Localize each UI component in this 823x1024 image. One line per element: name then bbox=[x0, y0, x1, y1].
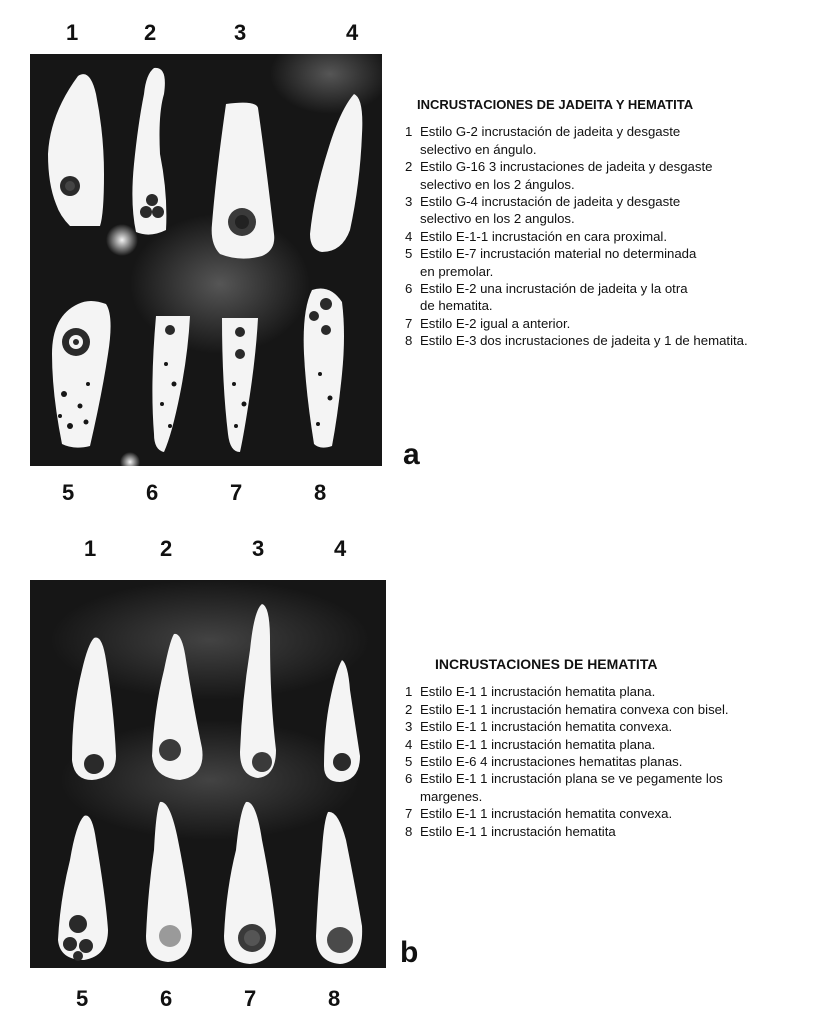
list-item-text: Estilo E-2 igual a anterior. bbox=[420, 315, 571, 331]
list-item-number: 4 bbox=[405, 736, 413, 752]
panel-b-caption bbox=[405, 656, 815, 840]
list-item-number: 8 bbox=[405, 823, 413, 839]
panel-a-teeth-photo bbox=[30, 54, 382, 466]
panel-a-caption bbox=[405, 96, 815, 350]
panel-b-caption-title: INCRUSTACIONES DE HEMATITA bbox=[435, 656, 658, 672]
list-item bbox=[405, 228, 815, 245]
list-item-text: Estilo E-1 1 incrustación hematira convexa con bisel. bbox=[420, 701, 729, 717]
tooth-b5 bbox=[58, 816, 108, 962]
list-item bbox=[405, 123, 815, 158]
list-item-text: Estilo E-7 incrustación material no determinada en premolar. bbox=[420, 246, 697, 279]
tooth-a8 bbox=[304, 289, 344, 448]
list-item bbox=[405, 193, 815, 228]
list-item bbox=[405, 805, 815, 822]
tooth-a2 bbox=[132, 68, 166, 235]
panel-b-bottom-number-7: 7 bbox=[244, 986, 257, 1011]
panel-b-teeth-photo bbox=[30, 580, 386, 968]
panel-b-top-number-2: 2 bbox=[160, 536, 173, 561]
list-item-text: Estilo G-16 3 incrustaciones de jadeita y desgaste selectivo en los 2 ángulos. bbox=[420, 159, 713, 192]
list-item-number: 6 bbox=[405, 281, 413, 297]
list-item bbox=[405, 683, 815, 700]
list-item-text: Estilo G-4 incrustación de jadeita y desgaste selectivo en los 2 angulos. bbox=[420, 194, 681, 227]
list-item-text: Estilo E-1 1 incrustación hematita bbox=[420, 823, 616, 839]
panel-a-bottom-number-7: 7 bbox=[230, 480, 243, 505]
panel-b-top-number-3: 3 bbox=[252, 536, 265, 561]
list-item bbox=[405, 718, 815, 735]
list-item-number: 4 bbox=[405, 228, 413, 244]
list-item-number: 2 bbox=[405, 701, 413, 717]
list-item-text: Estilo E-6 4 incrustaciones hematitas planas. bbox=[420, 754, 683, 770]
list-item-text: Estilo E-2 una incrustación de jadeita y la otra de hematita. bbox=[420, 281, 688, 314]
list-item-number: 1 bbox=[405, 124, 413, 140]
list-item bbox=[405, 770, 815, 805]
panel-b-top-number-4: 4 bbox=[334, 536, 347, 561]
list-item bbox=[405, 701, 815, 718]
list-item-number: 5 bbox=[405, 754, 413, 770]
list-item-text: Estilo E-1 1 incrustación hematita plana. bbox=[420, 736, 656, 752]
list-item-number: 2 bbox=[405, 159, 413, 175]
panel-a-bottom-number-6: 6 bbox=[146, 480, 159, 505]
panel-a-top-number-4: 4 bbox=[346, 20, 359, 45]
list-item-number: 8 bbox=[405, 333, 413, 349]
list-item-text: Estilo E-1-1 incrustación en cara proximal. bbox=[420, 228, 668, 244]
panel-b-top-number-1: 1 bbox=[84, 536, 97, 561]
list-item-number: 3 bbox=[405, 719, 413, 735]
list-item bbox=[405, 736, 815, 753]
tooth-a6 bbox=[152, 316, 190, 452]
list-item-text: Estilo E-1 1 incrustación hematita plana. bbox=[420, 684, 656, 700]
list-item-number: 3 bbox=[405, 194, 413, 210]
panel-a-letter: a bbox=[403, 438, 420, 471]
list-item-number: 7 bbox=[405, 315, 413, 331]
list-item bbox=[405, 753, 815, 770]
list-item-number: 7 bbox=[405, 806, 413, 822]
list-item bbox=[405, 315, 815, 332]
list-item-text: Estilo E-3 dos incrustaciones de jadeita y 1 de hematita. bbox=[420, 333, 748, 349]
panel-b-bottom-number-8: 8 bbox=[328, 986, 341, 1011]
list-item bbox=[405, 823, 815, 840]
list-item bbox=[405, 245, 815, 280]
list-item-text: Estilo E-1 1 incrustación hematita convexa. bbox=[420, 806, 673, 822]
tooth-a3 bbox=[212, 103, 275, 259]
list-item-number: 6 bbox=[405, 771, 413, 787]
tooth-a7 bbox=[222, 318, 258, 452]
panel-a-top-number-2: 2 bbox=[144, 20, 157, 45]
list-item-number: 5 bbox=[405, 246, 413, 262]
tooth-b8 bbox=[316, 812, 362, 964]
panel-b-letter: b bbox=[400, 936, 419, 969]
panel-a-caption-title: INCRUSTACIONES DE JADEITA Y HEMATITA bbox=[417, 97, 694, 112]
panel-a-top-number-1: 1 bbox=[66, 20, 79, 45]
panel-a-bottom-number-5: 5 bbox=[62, 480, 75, 505]
panel-a-bottom-number-8: 8 bbox=[314, 480, 327, 505]
list-item-text: Estilo E-1 1 incrustación hematita convexa. bbox=[420, 719, 673, 735]
list-item-number: 1 bbox=[405, 684, 413, 700]
tooth-a5 bbox=[52, 301, 111, 448]
list-item bbox=[405, 280, 815, 315]
panel-a-caption-list bbox=[405, 123, 815, 349]
panel-b-caption-list bbox=[405, 683, 815, 840]
panel-b-bottom-number-6: 6 bbox=[160, 986, 173, 1011]
tooth-a4 bbox=[310, 94, 362, 252]
list-item bbox=[405, 158, 815, 193]
list-item-text: Estilo G-2 incrustación de jadeita y desgaste selectivo en ángulo. bbox=[420, 124, 681, 157]
tooth-a1 bbox=[48, 74, 104, 226]
panel-a-top-number-3: 3 bbox=[234, 20, 247, 45]
list-item-text: Estilo E-1 1 incrustación plana se ve pegamente los margenes. bbox=[420, 771, 723, 804]
list-item bbox=[405, 332, 815, 349]
panel-b-bottom-number-5: 5 bbox=[76, 986, 89, 1011]
